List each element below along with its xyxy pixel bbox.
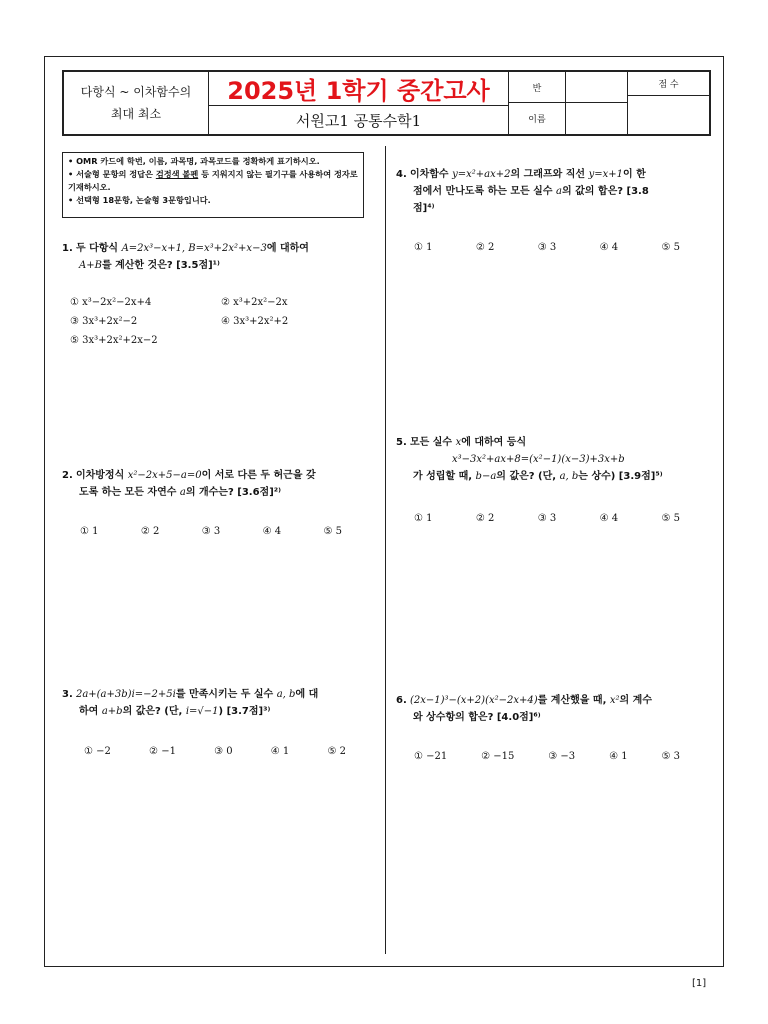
- q4-text-e: 의 값의 합은? [3.8: [561, 186, 649, 197]
- q6-choice-1[interactable]: ① −21: [414, 751, 448, 762]
- q5-choice-3[interactable]: ③ 3: [537, 513, 557, 524]
- q2-choice-4[interactable]: ④ 4: [262, 526, 282, 537]
- q3-number: 3.: [62, 689, 73, 700]
- q3-math-d: i=√−1: [185, 706, 219, 717]
- page-number: [1]: [692, 978, 707, 989]
- q2-choices: [80, 526, 342, 537]
- q4-math-d: a: [556, 186, 562, 197]
- topic-line1: 다항식 ~ 이차함수의: [80, 85, 192, 99]
- class-label: 반: [509, 72, 566, 103]
- question-2: [62, 467, 374, 501]
- q6-choice-2[interactable]: ② −15: [481, 751, 515, 762]
- name-label: 이름: [509, 103, 566, 134]
- q3-text-b: 에 대: [295, 689, 319, 700]
- q3-math-c: a+b: [101, 706, 123, 717]
- notice-underline: 검정색 볼펜: [155, 169, 199, 179]
- q4-choice-1[interactable]: ① 1: [414, 242, 433, 253]
- q4-number: 4.: [396, 169, 407, 180]
- q4-choices: [414, 242, 680, 253]
- q4-text-c: 이 한: [622, 169, 646, 180]
- q2-choice-3[interactable]: ③ 3: [201, 526, 221, 537]
- q6-text-c: 와 상수항의 합은? [4.0점]⁶⁾: [413, 712, 541, 723]
- q1-math-a: A=2x³−x+1, B=x³+2x²+x−3: [121, 243, 267, 254]
- q5-choice-2[interactable]: ② 2: [475, 513, 495, 524]
- notice-line2-b: 등 지워지지 않는 필기구를 사용하여 정자로 기재하시오.: [68, 169, 358, 192]
- q4-math-a: y=x²+ax+2: [452, 169, 511, 180]
- q4-text-a: 이차함수: [409, 169, 453, 180]
- q1-choice-5[interactable]: ⑤ 3x³+2x²+2x−2: [70, 335, 158, 346]
- score-field: [628, 96, 709, 134]
- q6-math-a: (2x−1)³−(x+2)(x²−2x+4): [409, 695, 538, 706]
- q6-choices: [414, 751, 680, 762]
- q4-text-f: 점]⁴⁾: [413, 203, 435, 214]
- question-5: [396, 434, 712, 485]
- q3-choice-4[interactable]: ④ 1: [270, 746, 290, 757]
- q5-text-b: 에 대하여 등식: [461, 437, 527, 448]
- q1-choice-1[interactable]: ① x³−2x²−2x+4: [70, 297, 152, 308]
- q4-choice-3[interactable]: ③ 3: [537, 242, 557, 253]
- topic-cell: [64, 72, 209, 134]
- q4-choice-4[interactable]: ④ 4: [599, 242, 619, 253]
- q5-text-d: 의 값은? (단,: [496, 471, 560, 482]
- q2-text-b: 이 서로 다른 두 허근을 갖: [201, 470, 316, 481]
- q3-math-b: a, b: [276, 689, 296, 700]
- column-divider: [385, 146, 386, 954]
- question-3: [62, 686, 374, 720]
- score-label: 점 수: [628, 72, 709, 96]
- q3-choice-2[interactable]: ② −1: [149, 746, 176, 757]
- q3-text-e: ) [3.7점]³⁾: [218, 706, 271, 717]
- q5-text-e: 는 상수) [3.9점]⁵⁾: [578, 471, 663, 482]
- q1-text-a: 두 다항식: [75, 243, 122, 254]
- q5-choices: [414, 513, 680, 524]
- q3-text-d: 의 값은? (단,: [122, 706, 186, 717]
- q4-math-b: y=x+1: [588, 169, 623, 180]
- q6-choice-4[interactable]: ④ 1: [609, 751, 628, 762]
- q5-choice-1[interactable]: ① 1: [414, 513, 433, 524]
- q2-math-c: a: [179, 487, 186, 498]
- notice-line2-a: • 서술형 문항의 정답은: [68, 169, 156, 179]
- q3-choice-5[interactable]: ⑤ 2: [327, 746, 346, 757]
- q2-choice-5[interactable]: ⑤ 5: [323, 526, 342, 537]
- q2-text-a: 이차방정식: [75, 470, 128, 481]
- q3-math-a: 2a+(a+3b)i=−2+5i: [75, 689, 176, 700]
- q1-number: 1.: [62, 243, 73, 254]
- q5-choice-4[interactable]: ④ 4: [599, 513, 619, 524]
- q1-math-b: A+B: [79, 260, 102, 271]
- q2-text-c: 도록 하는 모든 자연수: [79, 487, 180, 498]
- notice-box: [62, 152, 364, 218]
- q5-math-c: b−a: [475, 471, 497, 482]
- notice-line1: • OMR 카드에 학번, 이름, 과목명, 과목코드를 정확하게 표기하시오.: [68, 156, 320, 166]
- q2-math-a: x²−2x+5−a=0: [127, 470, 202, 481]
- notice-line3: • 선택형 18문항, 논술형 3문항입니다.: [68, 195, 211, 205]
- q5-math-a: x: [455, 437, 462, 448]
- q4-choice-2[interactable]: ② 2: [475, 242, 495, 253]
- q2-choice-2[interactable]: ② 2: [140, 526, 160, 537]
- q5-number: 5.: [396, 437, 407, 448]
- question-1: [62, 240, 374, 274]
- name-field[interactable]: [566, 103, 628, 134]
- question-4: [396, 166, 712, 217]
- exam-subtitle: 서원고1 공통수학1: [209, 106, 509, 134]
- q1-choice-3[interactable]: ③ 3x³+2x²−2: [70, 316, 138, 327]
- q2-number: 2.: [62, 470, 73, 481]
- q1-text-b: 에 대하여: [266, 243, 309, 254]
- q5-choice-5[interactable]: ⑤ 5: [661, 513, 680, 524]
- q1-choice-4[interactable]: ④ 3x³+2x²+2: [221, 316, 289, 327]
- q5-text-c: 가 성립할 때,: [413, 471, 476, 482]
- q2-text-d: 의 개수는? [3.6점]²⁾: [185, 487, 282, 498]
- q5-text-a: 모든 실수: [409, 437, 456, 448]
- exam-title: 2025년 1학기 중간고사: [209, 72, 509, 106]
- q6-text-a: 를 계산했을 때,: [537, 695, 610, 706]
- question-6: [396, 692, 712, 726]
- q6-math-b: x²: [609, 695, 620, 706]
- q6-number: 6.: [396, 695, 407, 706]
- q2-choice-1[interactable]: ① 1: [80, 526, 99, 537]
- q6-text-b: 의 계수: [619, 695, 652, 706]
- q3-choice-1[interactable]: ① −2: [84, 746, 111, 757]
- q3-text-c: 하여: [79, 706, 102, 717]
- q4-choice-5[interactable]: ⑤ 5: [661, 242, 680, 253]
- q1-text-c: 를 계산한 것은? [3.5점]¹⁾: [101, 260, 220, 271]
- exam-header: [62, 70, 711, 136]
- q4-text-d: 점에서 만나도록 하는 모든 실수: [413, 186, 556, 197]
- q5-equation: x³−3x²+ax+8=(x²−1)(x−3)+3x+b: [452, 454, 625, 465]
- class-field[interactable]: [566, 72, 628, 103]
- q3-choices: [84, 746, 346, 757]
- q6-choice-5[interactable]: ⑤ 3: [661, 751, 680, 762]
- q1-choice-2[interactable]: ② x³+2x²−2x: [221, 297, 288, 308]
- q6-choice-3[interactable]: ③ −3: [548, 751, 576, 762]
- q3-choice-3[interactable]: ③ 0: [214, 746, 233, 757]
- q5-math-d: a, b: [559, 471, 579, 482]
- q4-text-b: 의 그래프와 직선: [510, 169, 589, 180]
- topic-line2: 최대 최소: [110, 107, 162, 121]
- q3-text-a: 를 만족시키는 두 실수: [175, 689, 277, 700]
- notice-line2: [68, 168, 358, 194]
